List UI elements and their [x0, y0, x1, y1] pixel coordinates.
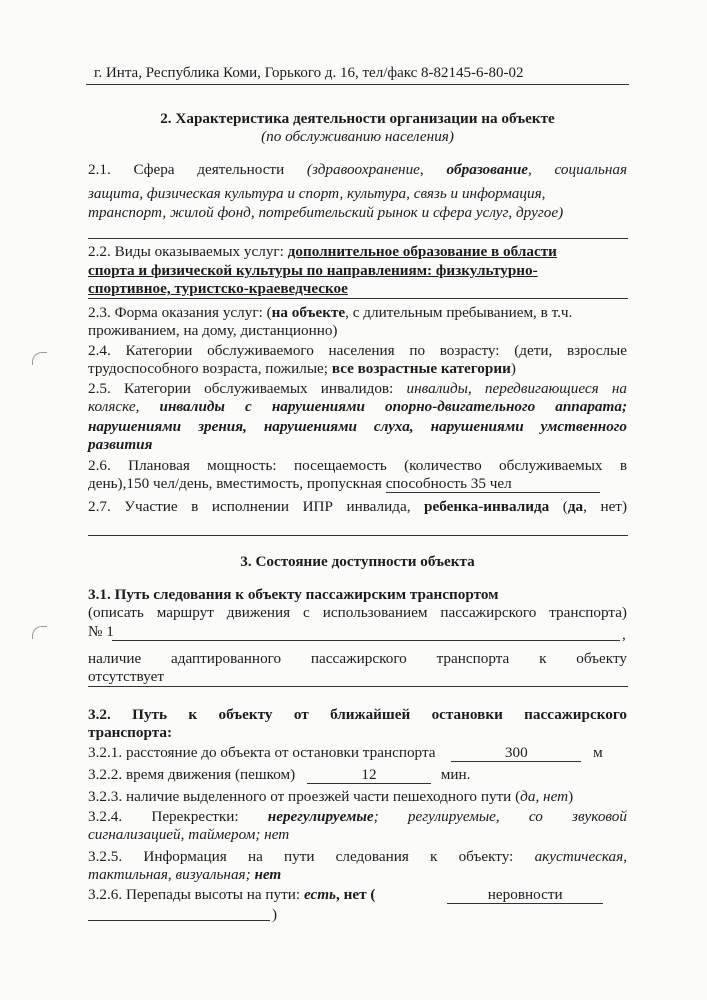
item-2-4-line-2: трудоспособного возраста, пожилые; все возрастные категории) [88, 360, 516, 377]
item-2-1-line-3: транспорт, жилой фонд, потребительский рынок и сфера услуг, другое) [88, 204, 564, 221]
item-2-6-line-2: день),150 чел/день, вместимость, пропускная способность 35 чел [88, 475, 627, 493]
item-2-5-line-1: 2.5. Категории обслуживаемых инвалидов: инвалиды, передвигающиеся на [88, 380, 627, 397]
item-2-5-line-4: развития [88, 436, 153, 453]
item-3-1-route-rule [112, 640, 620, 641]
section-2-subtitle: (по обслуживанию населения) [261, 128, 454, 145]
item-3-1-title: 3.1. Путь следования к объекту пассажирским транспортом [88, 586, 499, 603]
item-2-7-line-1: 2.7. Участие в исполнении ИПР инвалида, ребенка-инвалида (да, нет) [88, 498, 628, 515]
item-3-1-line-5: отсутствует [88, 668, 164, 685]
item-3-2-5-line-1: 3.2.5. Информация на пути следования к объекту: акустическая, [88, 848, 628, 865]
item-3-1-line-4: наличие адаптированного пассажирского транспорта к объекту [88, 650, 627, 667]
item-2-5-line-3: нарушениями зрения, нарушениями слуха, нарушениями умственного [88, 418, 627, 435]
item-3-2-2: 3.2.2. время движения (пешком) 12 мин. [88, 766, 471, 783]
item-2-1-line-2: защита, физическая культура и спорт, культура, связь и информация, [88, 185, 546, 202]
item-3-2-title-2: транспорта: [88, 724, 173, 741]
item-2-1-line-1: 2.1. Сфера деятельности (здравоохранение, образование, социальная [88, 161, 628, 178]
item-3-2-3: 3.2.3. наличие выделенного от проезжей части пешеходного пути (да, нет) [88, 788, 574, 805]
binder-mark-bottom [32, 626, 47, 639]
item-3-1-line-2: (описать маршрут движения с использованием пассажирского транспорта) [88, 604, 627, 621]
item-2-7-rule [88, 535, 628, 536]
height-drop-value: неровности [447, 887, 603, 904]
item-2-2-rule [88, 298, 628, 299]
item-2-5-line-2: коляске, инвалиды с нарушениями опорно-двигательного аппарата; [88, 398, 627, 415]
header-rule [86, 84, 629, 85]
item-3-2-1: 3.2.1. расстояние до объекта от остановки транспорта 300 м [88, 744, 603, 761]
item-3-2-title-1: 3.2. Путь к объекту от ближайшей остановки пассажирского [88, 706, 627, 723]
item-3-2-6-close: ) [272, 906, 278, 923]
item-3-2-5-line-2: тактильная, визуальная; нет [88, 866, 282, 883]
item-2-2-line-3: спортивное, туристско-краеведческое [88, 280, 348, 297]
item-2-2-line-1: 2.2. Виды оказываемых услуг: дополнительное образование в области [88, 243, 557, 260]
distance-value: 300 [451, 745, 581, 762]
item-3-1-rule [88, 686, 628, 687]
item-2-3-line-2: проживанием, на дому, дистанционно) [88, 322, 338, 339]
section-2-title: 2. Характеристика деятельности организации на объекте [160, 110, 555, 127]
item-3-2-6-rule [88, 920, 270, 921]
item-3-2-6: 3.2.6. Перепады высоты на пути: есть, нет ( неровности [88, 886, 627, 904]
item-2-3-line-1: 2.3. Форма оказания услуг: (на объекте, с длительным пребыванием, в т.ч. [88, 304, 573, 321]
walk-time-value: 12 [307, 767, 431, 784]
item-2-2-line-2: спорта и физической культуры по направлениям: физкультурно- [88, 262, 538, 279]
item-3-1-route-comma: , [622, 626, 626, 643]
item-3-1-route: № 1 [88, 623, 114, 640]
header-address: г. Инта, Республика Коми, Горького д. 16, тел/факс 8-82145-6-80-02 [94, 65, 524, 81]
section-3-title: 3. Состояние доступности объекта [240, 553, 475, 570]
item-2-1-rule [88, 238, 628, 239]
binder-mark-top [32, 352, 47, 365]
item-3-2-4-line-1: 3.2.4. Перекрестки: нерегулируемые; регулируемые, со звуковой [88, 808, 627, 825]
item-2-4-line-1: 2.4. Категории обслуживаемого населения по возрасту: (дети, взрослые [88, 342, 627, 359]
item-2-6-line-1: 2.6. Плановая мощность: посещаемость (количество обслуживаемых в [88, 457, 627, 474]
item-3-2-4-line-2: сигнализацией, таймером; нет [88, 826, 290, 843]
